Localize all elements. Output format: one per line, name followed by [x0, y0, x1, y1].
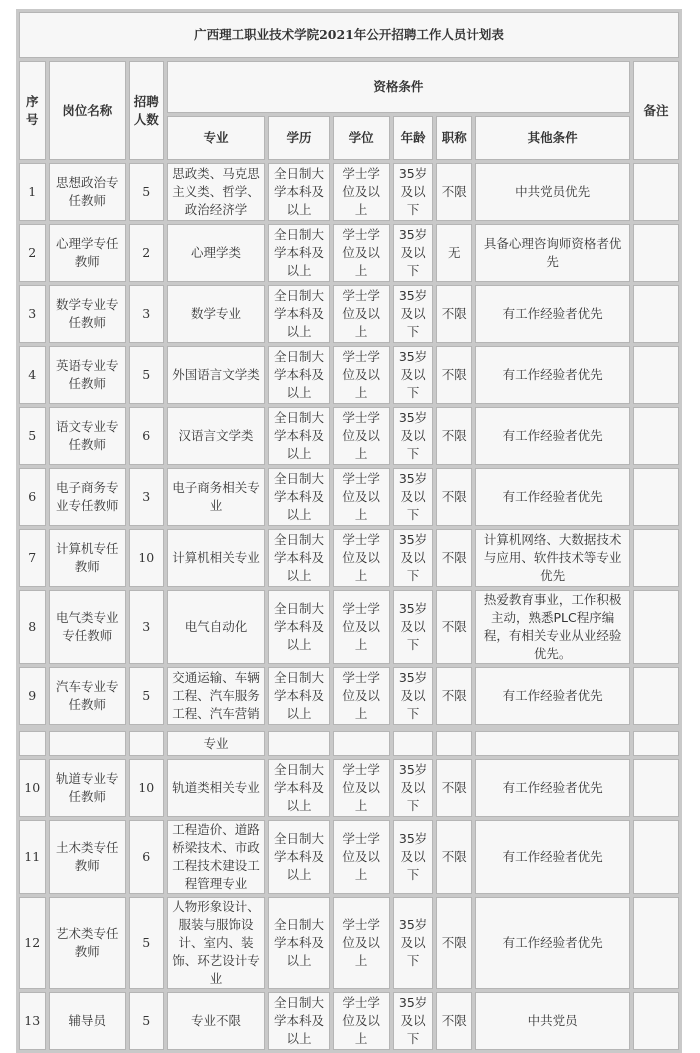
cell-post: 英语专业专任教师	[49, 346, 126, 404]
table-row	[19, 468, 679, 526]
cell-count: 6	[129, 820, 164, 894]
table-row	[19, 820, 679, 894]
cell-age: 35岁及以下	[393, 897, 434, 989]
cell-education: 全日制大学本科及以上	[268, 468, 329, 526]
cell-count: 3	[129, 285, 164, 343]
cell-title: 不限	[436, 820, 472, 894]
header-other: 其他条件	[475, 116, 630, 160]
cell-other: 中共党员	[475, 992, 630, 1050]
cell-title: 无	[436, 224, 472, 282]
cell-title: 不限	[436, 407, 472, 465]
cell-degree: 学士学位及以上	[333, 590, 390, 664]
cell-remark	[633, 163, 679, 221]
cell-remark	[633, 285, 679, 343]
cont-header-cell	[129, 731, 164, 756]
cell-degree: 学士学位及以上	[333, 468, 390, 526]
cell-other: 具备心理咨询师资格者优先	[475, 224, 630, 282]
cell-age: 35岁及以下	[393, 590, 434, 664]
cell-seq: 5	[19, 407, 46, 465]
cell-remark	[633, 992, 679, 1050]
cell-remark	[633, 346, 679, 404]
cell-degree: 学士学位及以上	[333, 346, 390, 404]
cell-other: 热爱教育事业，工作积极主动，熟悉PLC程序编程，有相关专业从业经验优先。	[475, 590, 630, 664]
cont-header-cell	[268, 731, 329, 756]
cell-title: 不限	[436, 759, 472, 817]
cell-remark	[633, 224, 679, 282]
cell-title: 不限	[436, 992, 472, 1050]
cell-post: 轨道专业专任教师	[49, 759, 126, 817]
cell-major: 电子商务相关专业	[167, 468, 266, 526]
cell-education: 全日制大学本科及以上	[268, 346, 329, 404]
header-title: 职称	[436, 116, 472, 160]
table-row	[19, 285, 679, 343]
cell-title: 不限	[436, 468, 472, 526]
header-education: 学历	[268, 116, 329, 160]
cont-header-cell	[633, 731, 679, 756]
cell-seq: 13	[19, 992, 46, 1050]
cell-age: 35岁及以下	[393, 667, 434, 725]
cell-degree: 学士学位及以上	[333, 407, 390, 465]
cell-major: 计算机相关专业	[167, 529, 266, 587]
cell-education: 全日制大学本科及以上	[268, 285, 329, 343]
cont-header-cell	[49, 731, 126, 756]
cell-post: 数学专业专任教师	[49, 285, 126, 343]
cell-education: 全日制大学本科及以上	[268, 820, 329, 894]
cell-seq: 7	[19, 529, 46, 587]
cell-post: 计算机专任教师	[49, 529, 126, 587]
cell-seq: 6	[19, 468, 46, 526]
cell-count: 5	[129, 346, 164, 404]
cell-degree: 学士学位及以上	[333, 224, 390, 282]
cell-age: 35岁及以下	[393, 820, 434, 894]
cell-education: 全日制大学本科及以上	[268, 992, 329, 1050]
cell-post: 语文专业专任教师	[49, 407, 126, 465]
cell-seq: 4	[19, 346, 46, 404]
cell-education: 全日制大学本科及以上	[268, 667, 329, 725]
cell-post: 电气类专业专任教师	[49, 590, 126, 664]
recruitment-table	[16, 9, 682, 728]
cell-remark	[633, 590, 679, 664]
cell-major: 人物形象设计、服装与服饰设计、室内、装饰、环艺设计专业	[167, 897, 266, 989]
cell-age: 35岁及以下	[393, 992, 434, 1050]
cell-seq: 2	[19, 224, 46, 282]
cell-title: 不限	[436, 285, 472, 343]
cell-major: 专业不限	[167, 992, 266, 1050]
cell-major: 汉语言文学类	[167, 407, 266, 465]
table-row	[19, 346, 679, 404]
cell-count: 5	[129, 667, 164, 725]
cell-other: 有工作经验者优先	[475, 407, 630, 465]
cell-education: 全日制大学本科及以上	[268, 407, 329, 465]
cell-age: 35岁及以下	[393, 529, 434, 587]
cell-other: 计算机网络、大数据技术与应用、软件技术等专业优先	[475, 529, 630, 587]
cont-header-cell	[333, 731, 390, 756]
cell-post: 电子商务专业专任教师	[49, 468, 126, 526]
cell-major: 工程造价、道路桥梁技术、市政工程技术建设工程管理专业	[167, 820, 266, 894]
cell-title: 不限	[436, 667, 472, 725]
cell-count: 5	[129, 992, 164, 1050]
cell-education: 全日制大学本科及以上	[268, 529, 329, 587]
cell-count: 10	[129, 759, 164, 817]
cell-education: 全日制大学本科及以上	[268, 590, 329, 664]
cell-degree: 学士学位及以上	[333, 820, 390, 894]
cont-header-cell	[393, 731, 434, 756]
table-row	[19, 407, 679, 465]
cell-major: 轨道类相关专业	[167, 759, 266, 817]
cell-degree: 学士学位及以上	[333, 667, 390, 725]
cell-count: 10	[129, 529, 164, 587]
table-row	[19, 590, 679, 664]
cell-major: 心理学类	[167, 224, 266, 282]
table-row	[19, 224, 679, 282]
cont-header-cell	[436, 731, 472, 756]
cell-post: 思想政治专任教师	[49, 163, 126, 221]
cell-count: 5	[129, 163, 164, 221]
cell-major: 电气自动化	[167, 590, 266, 664]
cell-seq: 11	[19, 820, 46, 894]
header-post: 岗位名称	[49, 61, 126, 160]
cell-count: 6	[129, 407, 164, 465]
cell-title: 不限	[436, 346, 472, 404]
table-row	[19, 992, 679, 1050]
cell-age: 35岁及以下	[393, 224, 434, 282]
cell-title: 不限	[436, 163, 472, 221]
cell-education: 全日制大学本科及以上	[268, 163, 329, 221]
cell-age: 35岁及以下	[393, 759, 434, 817]
cell-major: 外国语言文学类	[167, 346, 266, 404]
header-degree: 学位	[333, 116, 390, 160]
cell-title: 不限	[436, 897, 472, 989]
cell-other: 有工作经验者优先	[475, 285, 630, 343]
cell-other: 有工作经验者优先	[475, 759, 630, 817]
cell-other: 中共党员优先	[475, 163, 630, 221]
cell-degree: 学士学位及以上	[333, 759, 390, 817]
recruitment-table-continued	[16, 728, 682, 1053]
cell-remark	[633, 529, 679, 587]
cell-other: 有工作经验者优先	[475, 667, 630, 725]
cell-other: 有工作经验者优先	[475, 468, 630, 526]
cell-post: 艺术类专任教师	[49, 897, 126, 989]
cell-remark	[633, 820, 679, 894]
cell-seq: 9	[19, 667, 46, 725]
cell-count: 3	[129, 468, 164, 526]
table-row	[19, 759, 679, 817]
cell-age: 35岁及以下	[393, 468, 434, 526]
cell-major: 思政类、马克思主义类、哲学、政治经济学	[167, 163, 266, 221]
table-row	[19, 529, 679, 587]
cell-education: 全日制大学本科及以上	[268, 897, 329, 989]
cell-education: 全日制大学本科及以上	[268, 224, 329, 282]
header-qualifications: 资格条件	[167, 61, 630, 113]
cell-count: 5	[129, 897, 164, 989]
cell-seq: 1	[19, 163, 46, 221]
cell-post: 辅导员	[49, 992, 126, 1050]
cell-other: 有工作经验者优先	[475, 346, 630, 404]
cell-age: 35岁及以下	[393, 346, 434, 404]
cont-header-cell	[19, 731, 46, 756]
header-remark: 备注	[633, 61, 679, 160]
cell-count: 3	[129, 590, 164, 664]
table-row	[19, 667, 679, 725]
cell-age: 35岁及以下	[393, 285, 434, 343]
cell-age: 35岁及以下	[393, 407, 434, 465]
header-major: 专业	[167, 116, 266, 160]
cell-age: 35岁及以下	[393, 163, 434, 221]
cell-remark	[633, 759, 679, 817]
cell-seq: 10	[19, 759, 46, 817]
cell-education: 全日制大学本科及以上	[268, 759, 329, 817]
cell-degree: 学士学位及以上	[333, 285, 390, 343]
cell-remark	[633, 667, 679, 725]
table-row	[19, 163, 679, 221]
cont-header-cell	[475, 731, 630, 756]
cell-seq: 3	[19, 285, 46, 343]
cell-other: 有工作经验者优先	[475, 897, 630, 989]
header-count: 招聘人数	[129, 61, 164, 160]
cell-seq: 8	[19, 590, 46, 664]
cell-remark	[633, 407, 679, 465]
cell-degree: 学士学位及以上	[333, 529, 390, 587]
cell-major: 交通运输、车辆工程、汽车服务工程、汽车营销	[167, 667, 266, 725]
cell-title: 不限	[436, 529, 472, 587]
cell-title: 不限	[436, 590, 472, 664]
table-title: 广西理工职业技术学院2021年公开招聘工作人员计划表	[19, 12, 679, 58]
cell-degree: 学士学位及以上	[333, 992, 390, 1050]
cell-post: 土木类专任教师	[49, 820, 126, 894]
cell-degree: 学士学位及以上	[333, 163, 390, 221]
cell-remark	[633, 468, 679, 526]
cell-post: 心理学专任教师	[49, 224, 126, 282]
cell-post: 汽车专业专任教师	[49, 667, 126, 725]
cell-count: 2	[129, 224, 164, 282]
cell-remark	[633, 897, 679, 989]
cell-seq: 12	[19, 897, 46, 989]
cell-other: 有工作经验者优先	[475, 820, 630, 894]
header-seq: 序号	[19, 61, 46, 160]
cell-degree: 学士学位及以上	[333, 897, 390, 989]
header-age: 年龄	[393, 116, 434, 160]
cont-header-major: 专业	[167, 731, 266, 756]
cell-major: 数学专业	[167, 285, 266, 343]
table-row	[19, 897, 679, 989]
